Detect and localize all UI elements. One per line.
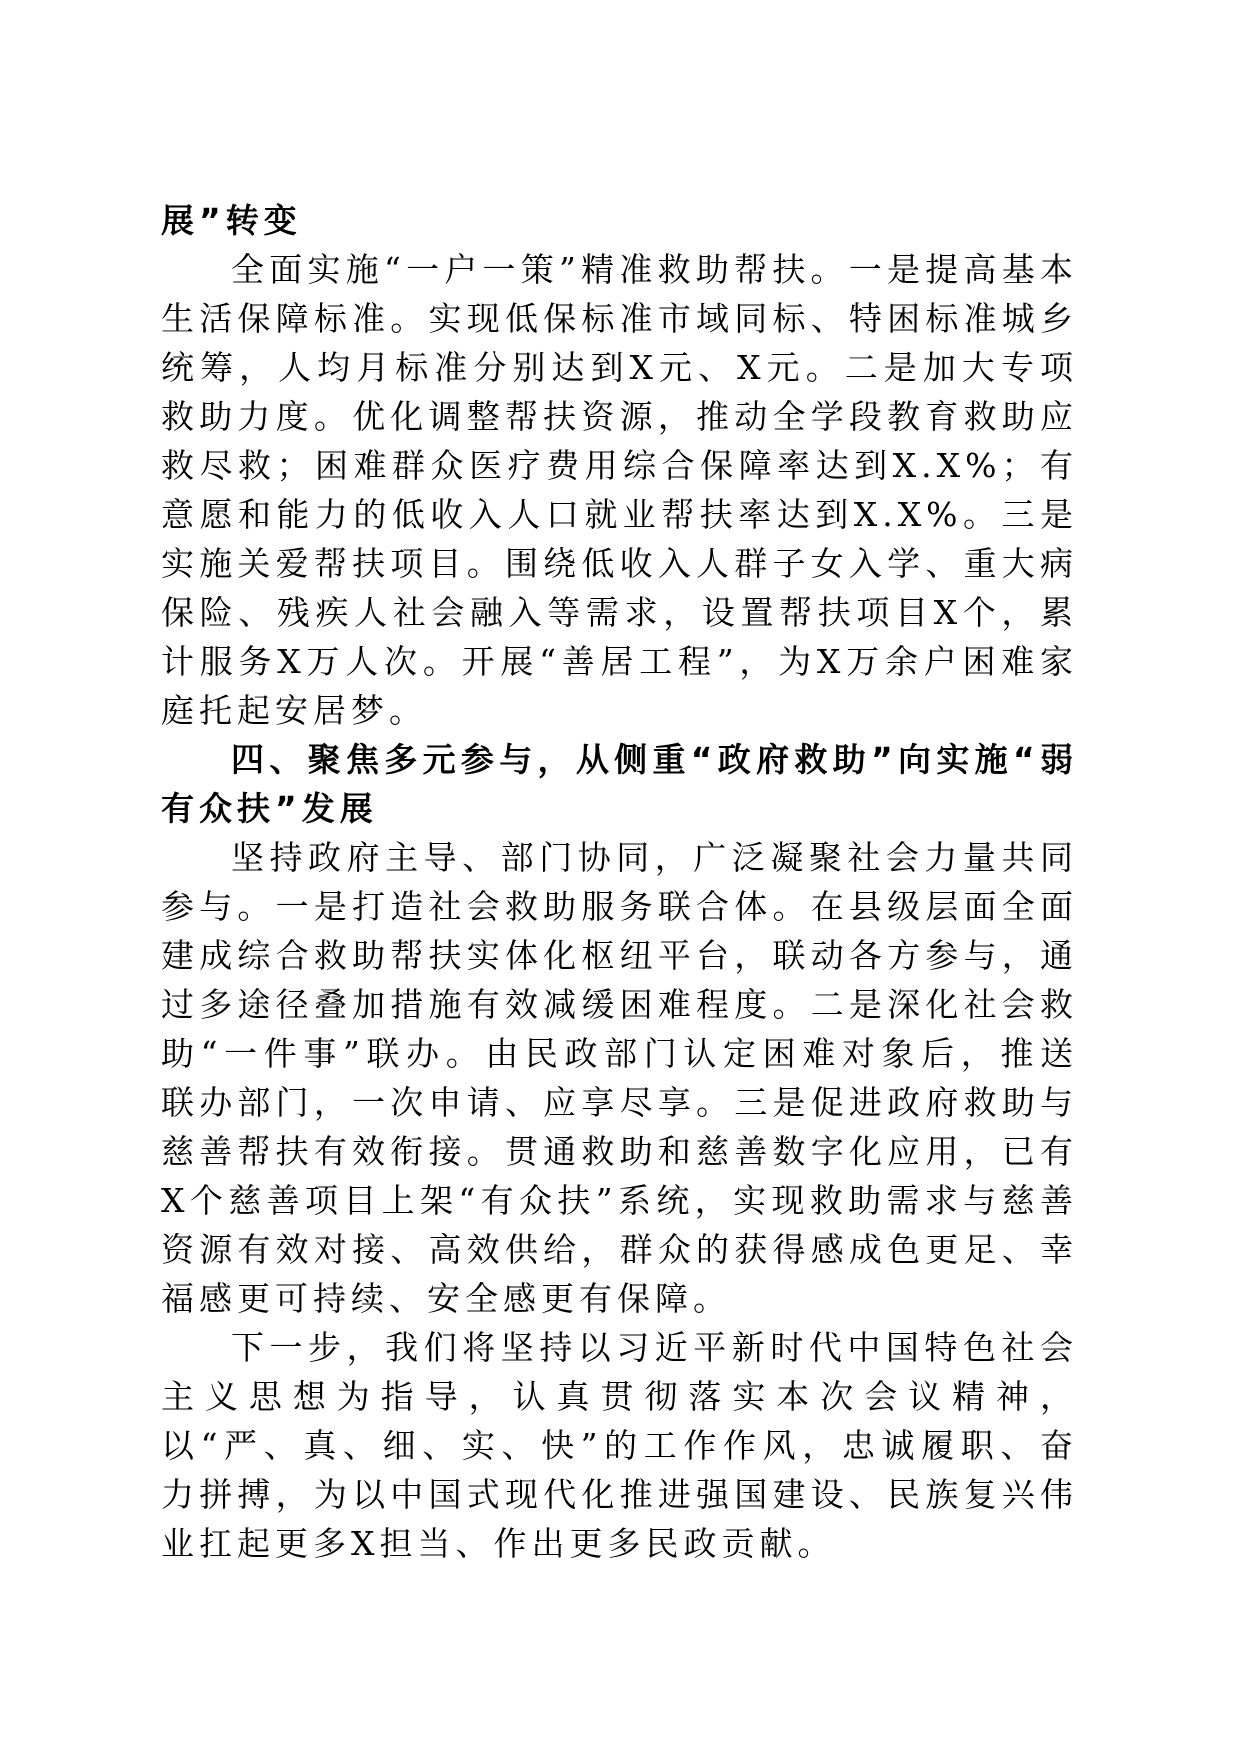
paragraph-assistance: 全面实施“一户一策”精准救助帮扶。一是提高基本生活保障标准。实现低保标准市域同标、特困标准城乡统筹，人均月标准分别达到X元、X元。二是加大专项救助力度。优化调整帮扶资源，推动全学段教育救助应救尽救；困难群众医疗费用综合保障率达到X.X%；有意愿和能力的低收入人口就业帮扶率达到X.X%。三是实施关爱帮扶项目。围绕低收入人群子女入学、重大病保险、残疾人社会融入等需求，设置帮扶项目X个，累计服务X万人次。开展“善居工程”，为X万余户困难家庭托起安居梦。 [161,250,1078,730]
paragraph-next-step: 下一步，我们将坚持以习近平新时代中国特色社会主义思想为指导，认真贯彻落实本次会议精神，以“严、真、细、实、快”的工作作风，忠诚履职、奋力拼搏，为以中国式现代化推进强国建设、民族复兴伟业扛起更多X担当、作出更多民政贡献。 [161,1328,1078,1563]
section-heading-four: 四、聚焦多元参与，从侧重“政府救助”向实施“弱有众扶”发展 [161,740,1078,828]
document-body [161,196,1078,1568]
section-heading-continuation: 展”转变 [161,201,302,240]
paragraph-participation: 坚持政府主导、部门协同，广泛凝聚社会力量共同参与。一是打造社会救助服务联合体。在县级层面全面建成综合救助帮扶实体化枢纽平台，联动各方参与，通过多途径叠加措施有效减缓困难程度。二是深化社会救助“一件事”联办。由民政部门认定困难对象后，推送联办部门，一次申请、应享尽享。三是促进政府救助与慈善帮扶有效衔接。贯通救助和慈善数字化应用，已有X个慈善项目上架“有众扶”系统，实现救助需求与慈善资源有效对接、高效供给，群众的获得感成色更足、幸福感更可持续、安全感更有保障。 [161,838,1078,1318]
